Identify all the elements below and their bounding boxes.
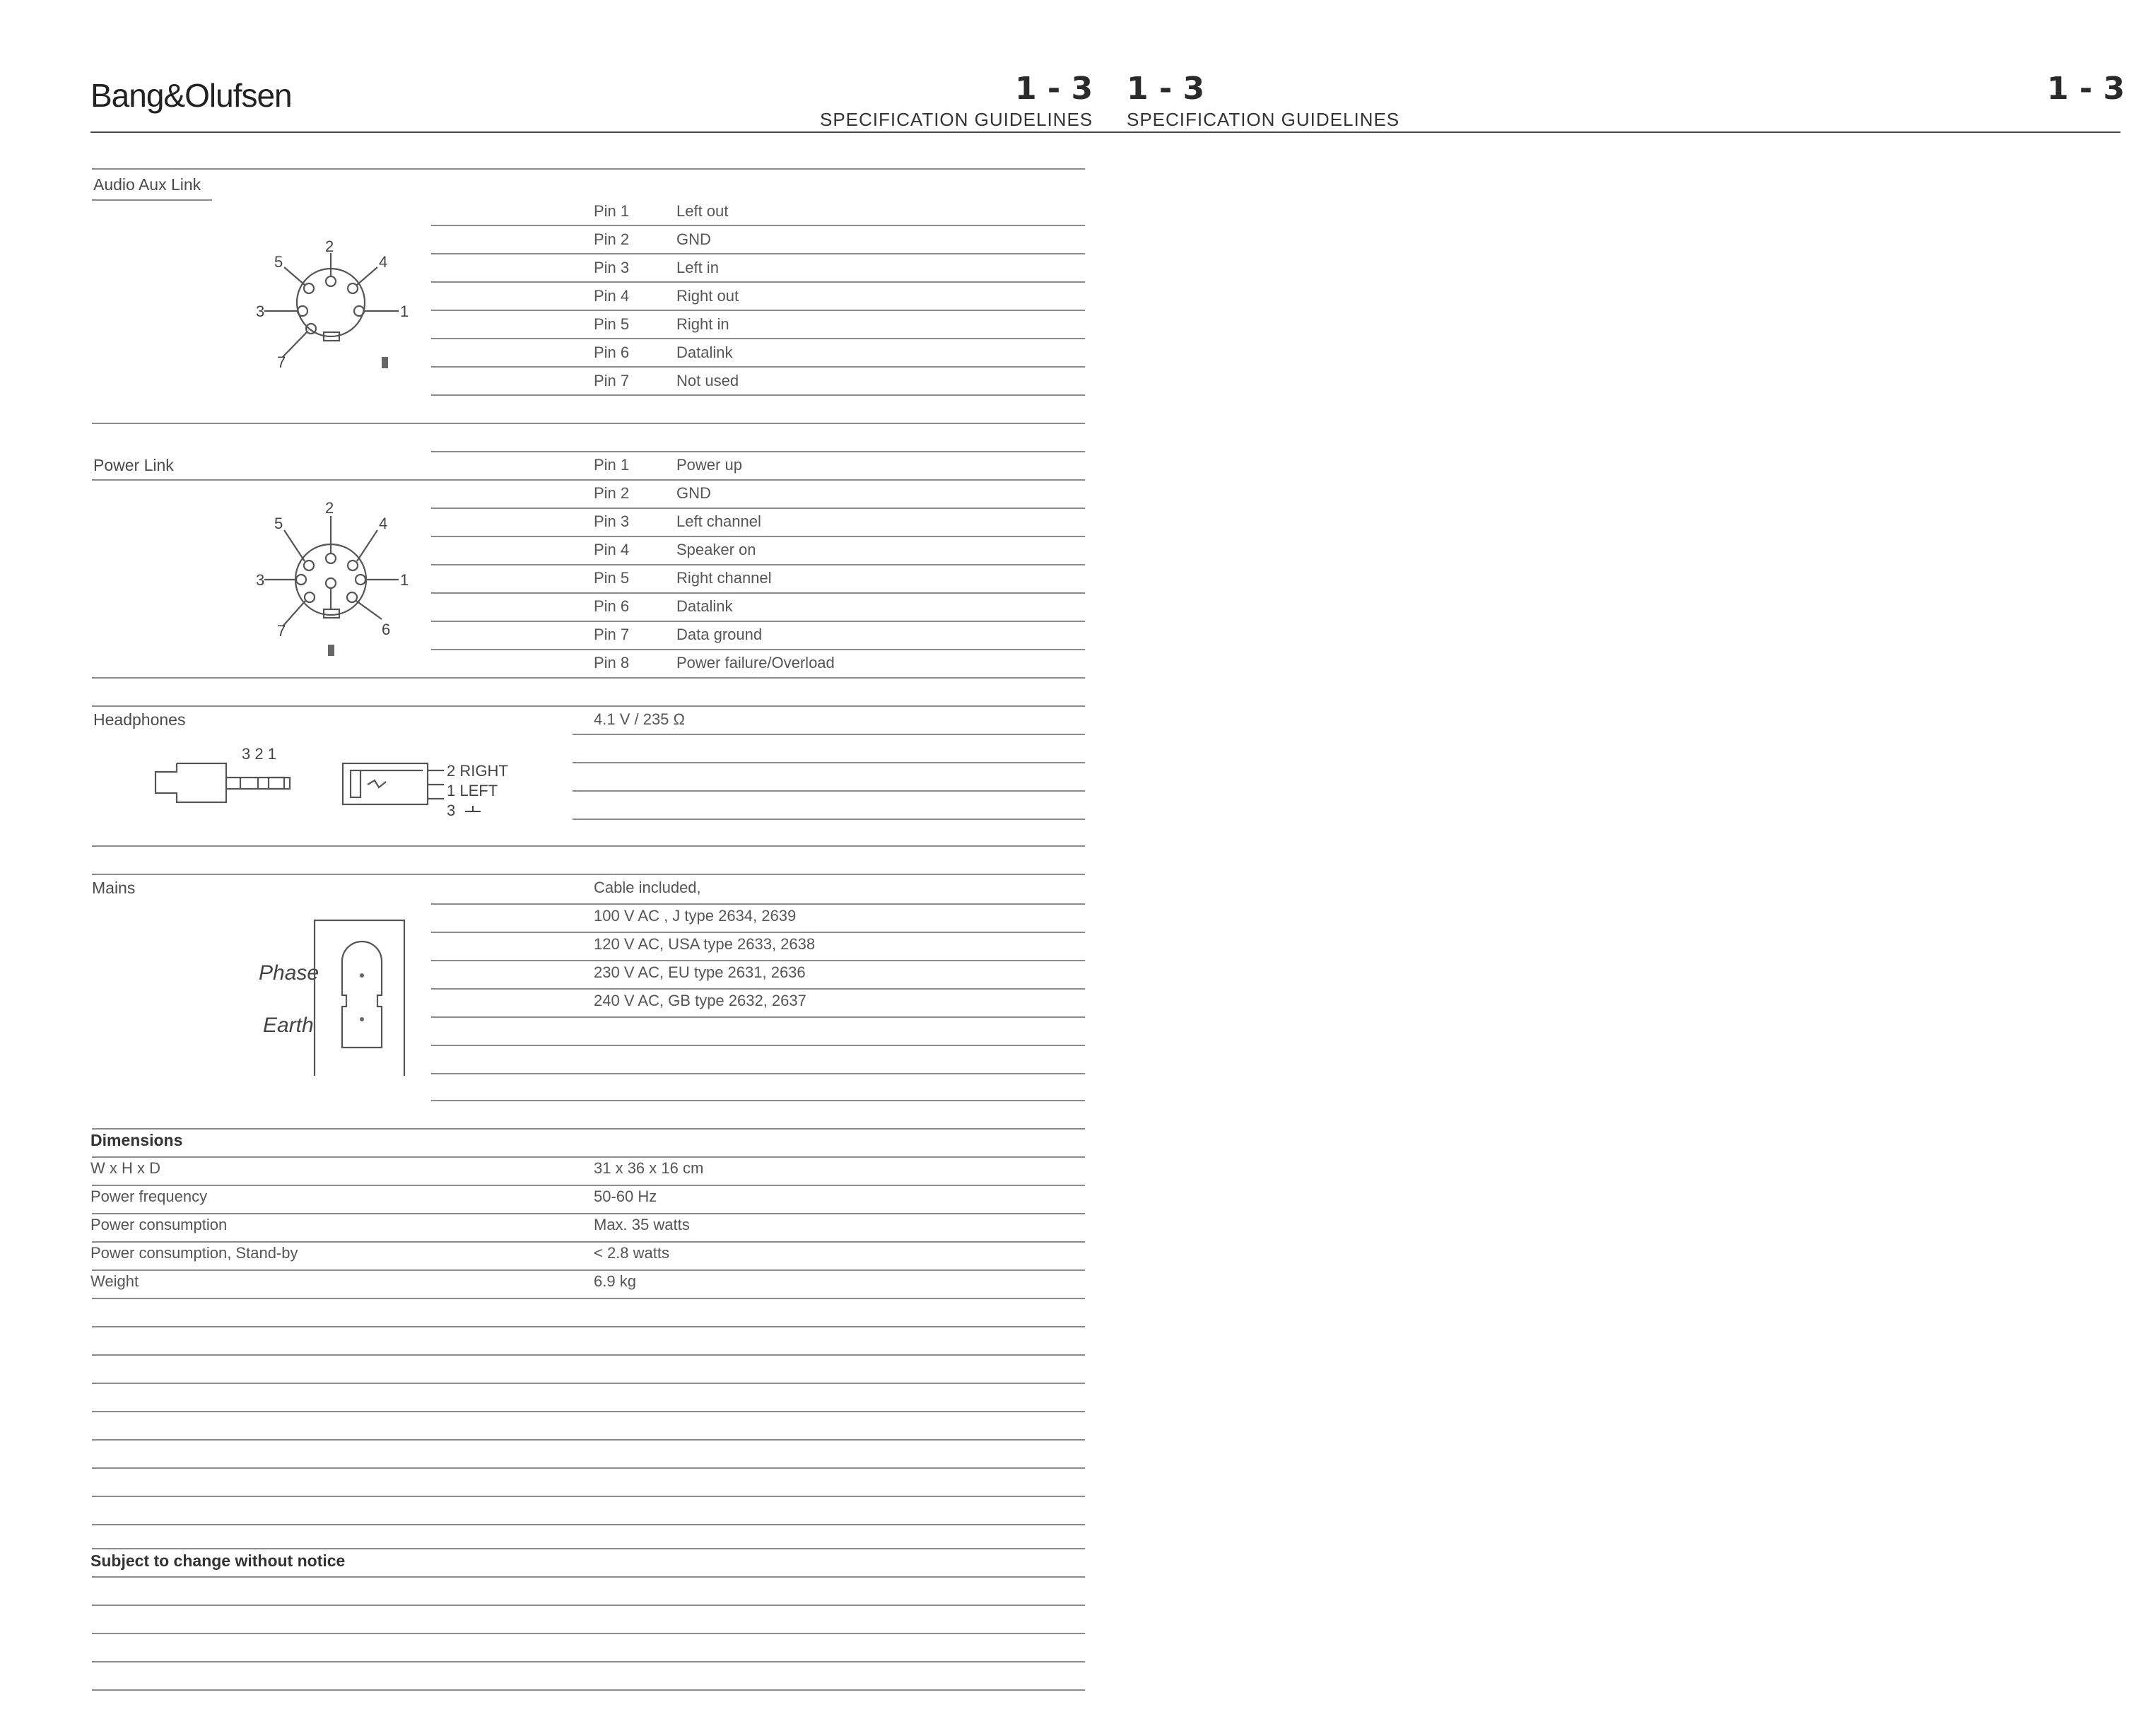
pin-number: Pin 3 — [594, 259, 630, 276]
ruled-line — [92, 1661, 1085, 1662]
spec-label: Weight — [90, 1272, 139, 1290]
earth-label: Earth — [263, 1014, 314, 1037]
pl-pin-label-5: 5 — [274, 515, 283, 532]
ruled-line — [92, 874, 1085, 875]
aux-pin-label-7: 7 — [277, 353, 286, 371]
ruled-line — [431, 1045, 1085, 1046]
ruled-line — [431, 592, 1085, 594]
ruled-line — [431, 1100, 1085, 1101]
pin-number: Pin 3 — [594, 512, 630, 530]
jack-right-label: 2 RIGHT — [447, 762, 508, 780]
headphone-jack-diagram — [127, 742, 523, 820]
ruled-line — [92, 423, 1085, 424]
brand-logo: Bang&Olufsen — [90, 77, 292, 114]
headphones-title: Headphones — [93, 710, 186, 729]
ruled-line — [431, 253, 1085, 254]
ruled-line — [431, 932, 1085, 933]
ruled-line — [431, 564, 1085, 565]
mains-socket-diagram — [311, 917, 410, 1077]
ruled-line — [92, 168, 1085, 170]
power-link-title: Power Link — [93, 456, 174, 474]
aux-pin-label-2: 2 — [325, 237, 334, 255]
headphones-value: 4.1 V / 235 Ω — [594, 710, 685, 728]
ruled-line — [92, 1354, 1085, 1356]
spec-label: W x H x D — [90, 1159, 160, 1177]
ruled-line — [92, 1213, 1085, 1214]
pin-number: Pin 7 — [594, 372, 630, 389]
pin-description: Datalink — [676, 597, 733, 615]
ruled-line — [431, 1073, 1085, 1074]
ruled-line — [431, 281, 1085, 283]
aux-pin-label-4: 4 — [379, 253, 388, 271]
pin-description: Right out — [676, 287, 739, 305]
ruled-line — [431, 366, 1085, 368]
ruled-line — [92, 1467, 1085, 1469]
ruled-line — [431, 394, 1085, 396]
ruled-line — [573, 819, 1085, 820]
ruled-line — [92, 1156, 1085, 1158]
pin-description: Not used — [676, 372, 739, 389]
ruled-line — [573, 734, 1085, 735]
ruled-line — [431, 621, 1085, 622]
pin-description: Power failure/Overload — [676, 654, 835, 671]
phase-label: Phase — [259, 961, 319, 985]
pin-number: Pin 5 — [594, 315, 630, 333]
pin-number: Pin 4 — [594, 541, 630, 558]
spec-label: Power frequency — [90, 1187, 208, 1205]
aux-pin-label-3: 3 — [256, 303, 265, 320]
pin-description: Data ground — [676, 626, 763, 643]
mains-line: Cable included, — [594, 879, 701, 896]
page-number-left: 1 - 3 — [1015, 71, 1093, 107]
pin-number: Pin 6 — [594, 344, 630, 361]
pin-description: Speaker on — [676, 541, 756, 558]
pin-description: Left channel — [676, 512, 761, 530]
pin-description: Power up — [676, 456, 742, 474]
jack-ground-label: 3 — [447, 802, 456, 819]
audio-aux-title: Audio Aux Link — [93, 175, 201, 194]
ruled-line — [431, 338, 1085, 339]
pin-description: Left out — [676, 202, 729, 220]
pin-number: Pin 2 — [594, 230, 630, 248]
ruled-line — [92, 1548, 1085, 1549]
page-number-middle: 1 - 3 — [1127, 71, 1205, 107]
ruled-line — [92, 1241, 1085, 1243]
ruled-line — [92, 1605, 1085, 1606]
plug-contact-labels: 3 2 1 — [242, 745, 276, 763]
pin-number: Pin 8 — [594, 654, 630, 671]
pl-pin-label-6: 6 — [382, 621, 391, 638]
pin-number: Pin 5 — [594, 569, 630, 587]
jack-left-label: 1 LEFT — [447, 782, 498, 799]
pin-number: Pin 7 — [594, 626, 630, 643]
spec-value: Max. 35 watts — [594, 1216, 690, 1233]
ruled-line — [92, 1633, 1085, 1634]
mains-line: 230 V AC, EU type 2631, 2636 — [594, 963, 806, 981]
pl-pin-label-4: 4 — [379, 515, 388, 532]
ruled-line — [92, 1269, 1085, 1271]
ruled-line — [431, 903, 1085, 905]
ruled-line — [431, 649, 1085, 650]
ruled-line — [92, 705, 1085, 707]
page-number-right: 1 - 3 — [2047, 71, 2125, 107]
spec-value: 50-60 Hz — [594, 1187, 657, 1205]
ruled-line — [92, 1524, 1085, 1525]
spec-label: Power consumption, Stand-by — [90, 1244, 298, 1262]
dimensions-title: Dimensions — [90, 1131, 183, 1149]
din-7-connector-diagram — [233, 226, 417, 382]
spec-value: 31 x 36 x 16 cm — [594, 1159, 704, 1177]
pin-number: Pin 6 — [594, 597, 630, 615]
pin-description: Right channel — [676, 569, 772, 587]
ruled-line — [431, 536, 1085, 537]
pl-pin-label-7: 7 — [277, 622, 286, 640]
section-subtitle-left: SPECIFICATION GUIDELINES — [820, 109, 1093, 130]
din-8-connector-diagram — [233, 488, 417, 664]
aux-pin-label-1: 1 — [400, 303, 409, 320]
ruled-line — [92, 1439, 1085, 1441]
ruled-line — [431, 1016, 1085, 1018]
ruled-line — [92, 199, 212, 201]
pin-number: Pin 1 — [594, 456, 630, 474]
pl-pin-label-1: 1 — [400, 571, 409, 589]
pl-pin-label-2: 2 — [325, 499, 334, 517]
pin-description: GND — [676, 484, 711, 502]
ruled-line — [92, 1576, 1085, 1578]
header-rule — [90, 131, 2120, 133]
ruled-line — [92, 1411, 1085, 1412]
section-subtitle-right: SPECIFICATION GUIDELINES — [1127, 109, 1400, 130]
spec-value: 6.9 kg — [594, 1272, 636, 1290]
pin-description: Right in — [676, 315, 729, 333]
ruled-line — [92, 1128, 1085, 1130]
ground-symbol-icon — [465, 806, 481, 811]
pin-description: Left in — [676, 259, 719, 276]
pl-pin-label-3: 3 — [256, 571, 265, 589]
ruled-line — [573, 762, 1085, 763]
ruled-line — [92, 1185, 1085, 1186]
ruled-line — [92, 677, 1085, 679]
ruled-line — [431, 451, 1085, 452]
spec-value: < 2.8 watts — [594, 1244, 670, 1262]
ruled-line — [92, 1383, 1085, 1384]
aux-pin-label-5: 5 — [274, 253, 283, 271]
ruled-line — [431, 960, 1085, 961]
pin-number: Pin 1 — [594, 202, 630, 220]
ruled-line — [92, 1298, 1085, 1299]
mains-title: Mains — [92, 879, 136, 897]
pin-description: GND — [676, 230, 711, 248]
mains-line: 240 V AC, GB type 2632, 2637 — [594, 992, 806, 1009]
ruled-line — [92, 1326, 1085, 1327]
ruled-line — [431, 225, 1085, 226]
ruled-line — [92, 1689, 1085, 1691]
ruled-line — [431, 988, 1085, 990]
ruled-line — [431, 310, 1085, 311]
ruled-line — [92, 1496, 1085, 1497]
pin-description: Datalink — [676, 344, 733, 361]
ruled-line — [92, 479, 1085, 481]
ruled-line — [92, 845, 1085, 847]
ruled-line — [573, 790, 1085, 792]
mains-line: 100 V AC , J type 2634, 2639 — [594, 907, 797, 925]
pin-number: Pin 4 — [594, 287, 630, 305]
mains-line: 120 V AC, USA type 2633, 2638 — [594, 935, 816, 953]
ruled-line — [431, 508, 1085, 509]
spec-label: Power consumption — [90, 1216, 228, 1233]
pin-number: Pin 2 — [594, 484, 630, 502]
change-notice: Subject to change without notice — [90, 1552, 346, 1570]
